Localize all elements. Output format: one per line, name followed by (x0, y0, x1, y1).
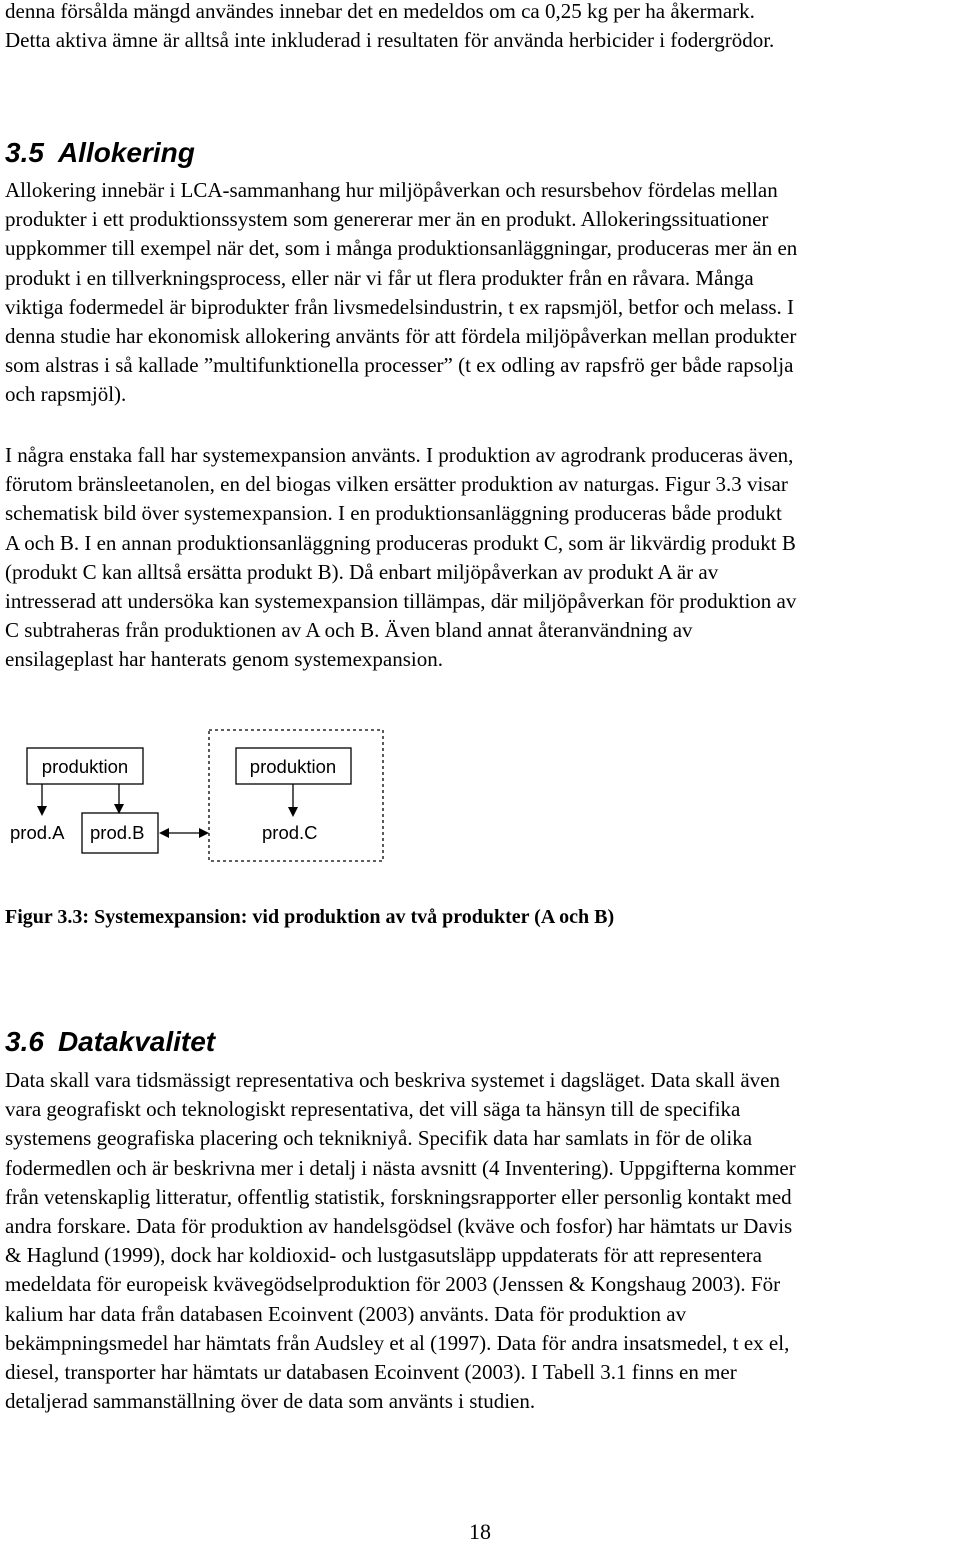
text-line: produkt i en tillverkningsprocess, eller när vi får ut flera produkter från en råvara. Många (5, 265, 754, 290)
text-line: detaljerad sammanställning över de data som använts i studien. (5, 1389, 536, 1414)
allokering-paragraph-2 (5, 441, 960, 675)
intro-paragraph (5, 0, 960, 55)
text-line: systemens geografiska placering och teknikniyå. Specifik data har samlats in för de olika (5, 1126, 753, 1151)
prod-c-label: prod.C (262, 822, 318, 843)
text-line: schematisk bild över systemexpansion. I en produktionsanläggning produceras både produkt (5, 501, 782, 526)
datakvalitet-paragraph (5, 1066, 960, 1416)
text-line: produkter i ett produktionssystem som genererar mer än en produkt. Allokeringssituationer (5, 207, 769, 232)
text-line: som alstras i så kallade ”multifunktionella processer” (t ex odling av rapsfrö ger både rapsolja (5, 353, 794, 378)
section-heading-allokering (5, 137, 195, 169)
text-line: medeldata för europeisk kvävegödselproduktion för 2003 (Jenssen & Kongshaug 2003). För (5, 1272, 781, 1297)
prod-a-label: prod.A (10, 822, 65, 843)
text-line: (produkt C kan alltså ersätta produkt B). Då enbart miljöpåverkan av produkt A är av (5, 559, 719, 584)
section-number: 3.5 (5, 137, 44, 168)
allokering-paragraph-1 (5, 176, 960, 410)
section-title: Allokering (57, 137, 195, 168)
text-line: kalium har data från databasen Ecoinvent (2003) använts. Data för produktion av (5, 1301, 687, 1326)
text-line: bekämpningsmedel har hämtats från Audsley et al (1997). Data för andra insatsmedel, t ex el, (5, 1330, 790, 1355)
text-line: & Haglund (1999), dock har koldioxid- och lustgasutsläpp uppdaterats för att representera (5, 1243, 762, 1268)
text-line: Data skall vara tidsmässigt representativa och beskriva systemet i dagsläget. Data skall även (5, 1068, 781, 1092)
text-line: andra forskare. Data för produktion av handelsgödsel (kväve och fosfor) har hämtats ur Davis (5, 1214, 793, 1239)
prod-b-label: prod.B (90, 822, 145, 843)
text-line: Allokering innebär i LCA-sammanhang hur miljöpåverkan och resursbehov fördelas mellan (5, 178, 778, 202)
text-line: viktiga fodermedel är biprodukter från livsmedelsindustrin, t ex rapsmjöl, betfor och melass. I (5, 294, 795, 319)
section-heading-datakvalitet (5, 1026, 215, 1058)
production-box-left-label: produktion (41, 756, 129, 777)
system-expansion-diagram (0, 725, 400, 870)
text-line: uppkommer till exempel när det, som i många produktionsanläggningar, produceras mer än en (5, 236, 798, 261)
section-number: 3.6 (5, 1026, 44, 1057)
text-line: Detta aktiva ämne är alltså inte inkluderad i resultaten för använda herbicider i fodergrödor. (5, 28, 775, 53)
figure-caption: Figur 3.3: Systemexpansion: vid produktion av två produkter (A och B) (5, 906, 615, 928)
section-title: Datakvalitet (57, 1026, 216, 1057)
production-box-right-label: produktion (249, 756, 337, 777)
text-line: från vetenskaplig litteratur, offentlig statistik, forskningsrapporter eller personlig kontakt med (5, 1184, 792, 1209)
text-line: A och B. I en annan produktionsanläggning produceras produkt C, som är likvärdig produkt B (5, 530, 796, 555)
text-line: och rapsmjöl). (5, 382, 127, 407)
text-line: fodermedlen och är beskrivna mer i detalj i nästa avsnitt (4 Inventering). Uppgifterna kommer (5, 1155, 796, 1180)
text-line: I några enstaka fall har systemexpansion använts. I produktion av agrodrank produceras även, (5, 443, 794, 467)
text-line: diesel, transporter har hämtats ur databasen Ecoinvent (2003). I Tabell 3.1 finns en mer (5, 1360, 737, 1385)
text-line: vara geografiskt och teknologiskt representativa, det vill säga ta hänsyn till de specifika (5, 1097, 741, 1122)
text-line: ensilageplast har hanterats genom systemexpansion. (5, 647, 443, 672)
text-line: C subtraheras från produktionen av A och B. Även bland annat återanvändning av (5, 618, 693, 643)
page-number: 18 (469, 1519, 491, 1544)
text-line: förutom bränsleetanolen, en del biogas vilken ersätter produktion av naturgas. Figur 3.3 visar (5, 472, 788, 497)
text-line: denna försålda mängd användes innebar det en medeldos om ca 0,25 kg per ha åkermark. (5, 0, 755, 23)
text-line: intresserad att undersöka kan systemexpansion tillämpas, där miljöpåverkan för produktion av (5, 589, 797, 614)
text-line: denna studie har ekonomisk allokering använts för att fördela miljöpåverkan mellan produkter (5, 324, 797, 349)
